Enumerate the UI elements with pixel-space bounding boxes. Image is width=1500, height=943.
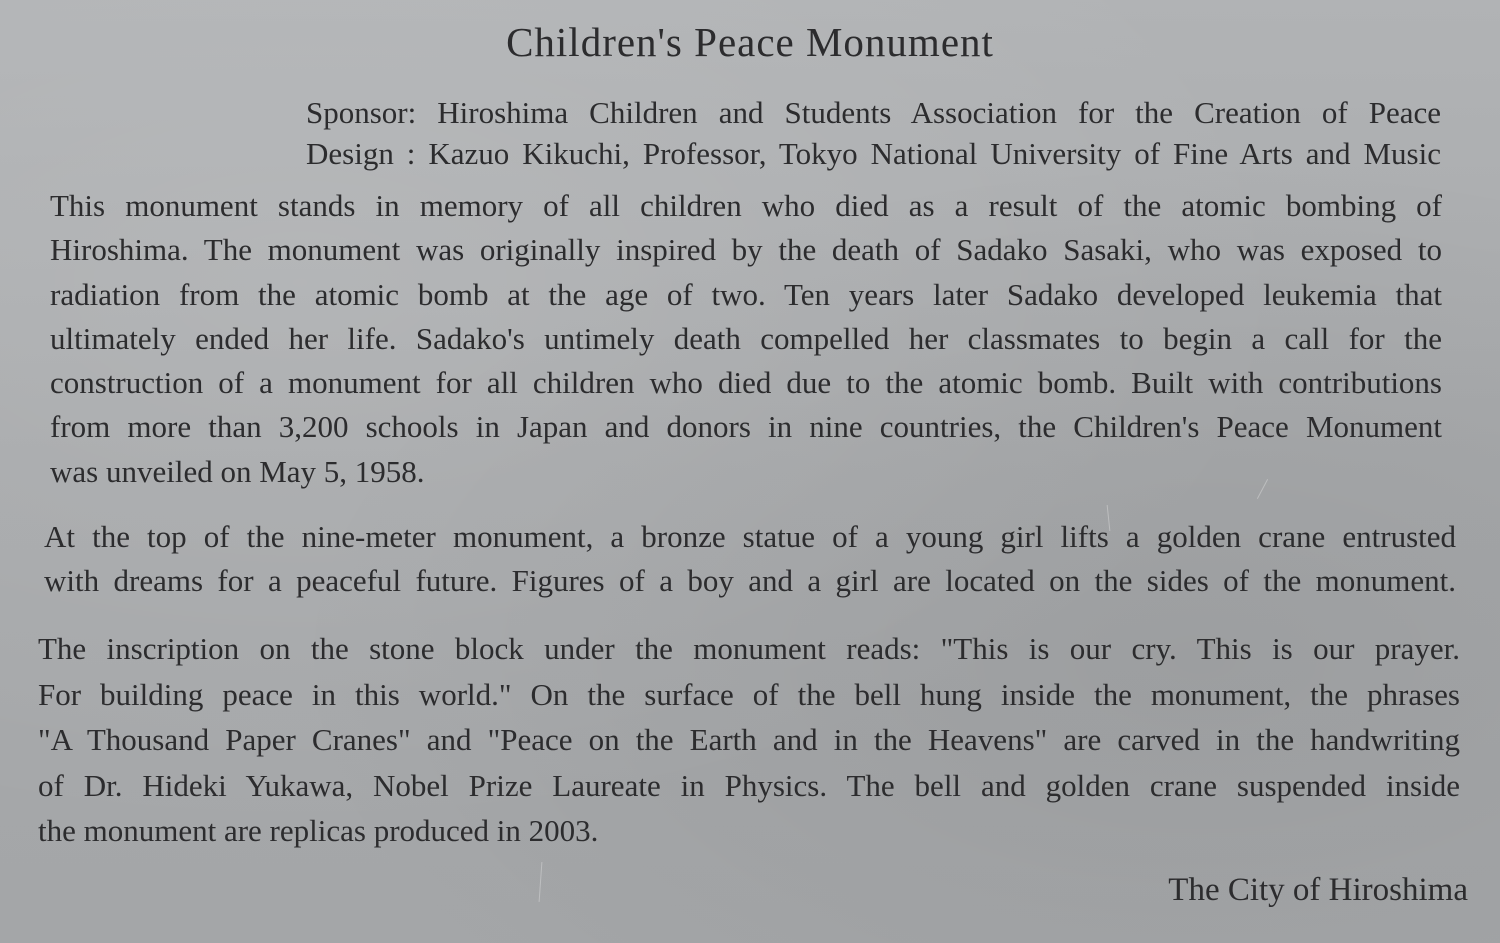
plaque-title: Children's Peace Monument — [506, 19, 994, 65]
paragraph-line: was unveiled on May 5, 1958. — [50, 453, 425, 489]
paragraph-history — [50, 184, 1442, 494]
paragraph-line: radiation from the atomic bomb at the age of two. Ten years later Sadako developed leukemia that — [50, 276, 1442, 312]
design-line: Design : Kazuo Kikuchi, Professor, Tokyo National University of Fine Arts and Music — [306, 136, 1441, 171]
paragraph-line: At the top of the nine-meter monument, a bronze statue of a young girl lifts a golden crane entrusted — [44, 519, 1456, 554]
paragraph-line: from more than 3,200 schools in Japan and donors in nine countries, the Children's Peace Monument — [50, 409, 1442, 445]
paragraph-statue — [44, 515, 1456, 604]
paragraph-line: For building peace in this world." On the surface of the bell hung inside the monument, the phrases — [38, 676, 1460, 712]
surface-scratch — [539, 862, 543, 902]
paragraph-line: ultimately ended her life. Sadako's untimely death compelled her classmates to begin a call for the — [50, 320, 1442, 356]
paragraph-line: Hiroshima. The monument was originally inspired by the death of Sadako Sasaki, who was exposed to — [50, 232, 1442, 268]
paragraph-line: construction of a monument for all children who died due to the atomic bomb. Built with contributions — [50, 365, 1442, 401]
signature: The City of Hiroshima — [1168, 872, 1468, 908]
credits-block — [306, 92, 1441, 174]
paragraph-line: "A Thousand Paper Cranes" and "Peace on the Earth and in the Heavens" are carved in the handwriting — [38, 722, 1460, 757]
paragraph-inscription — [38, 626, 1460, 854]
paragraph-line: The inscription on the stone block under the monument reads: "This is our cry. This is our prayer. — [38, 631, 1460, 666]
paragraph-line: of Dr. Hideki Yukawa, Nobel Prize Laureate in Physics. The bell and golden crane suspended inside — [38, 767, 1460, 803]
paragraph-line: This monument stands in memory of all children who died as a result of the atomic bombing of — [50, 188, 1442, 223]
sponsor-line: Sponsor: Hiroshima Children and Students Association for the Creation of Peace — [306, 95, 1441, 130]
paragraph-line: the monument are replicas produced in 2003. — [38, 813, 599, 848]
paragraph-line: with dreams for a peaceful future. Figures of a boy and a girl are located on the sides of the monument. — [44, 563, 1456, 599]
